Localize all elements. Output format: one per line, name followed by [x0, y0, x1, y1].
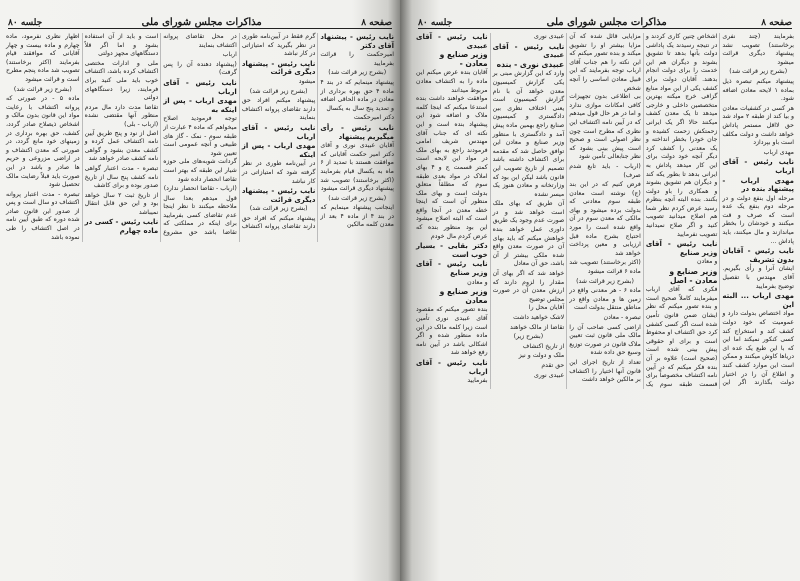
paragraph: توجه فرمودید اصلاح میخواهم که ماده ۴ عبارت از طبقه سوم - نمک - گاز های طبیعی و آنچه عمومی است تعیین شود — [163, 115, 237, 157]
speaker-heading: وزیر صنایع و معادن - اصل — [669, 267, 718, 285]
paragraph: بی اطلاعی بدون تجهیزات کافی امکانات موازی ندارد و اما در هر حال قول میدهم که در آیین نامه اکتشاف این نظری که مطرح است چون نظر اصولی است و صحیح است پیش بینی بشود که نظر جنابعالی تأمین شود — [569, 93, 641, 161]
paragraph: (اکثر برخاستند) تصویب شد ماده ۶ قرائت میشود — [569, 259, 641, 276]
paragraph: عبیدی نوری — [533, 33, 565, 40]
paragraph: ماده ۶ - هر معدنی واقع در زمین ها و معادن واقع در مناطق منتقل بدولت است — [569, 287, 641, 312]
speaker-line: مهدی ارباب - پس از اینکه — [241, 142, 316, 159]
text-column — [569, 93, 641, 358]
running-title: مذاکرات مجلس شورای ملی — [141, 17, 262, 28]
paragraph: بنده تصور میکنم که مقصود آقای عبیدی نوری تأمین است زیرا کلمه مالک در این ماده منظور شده و اگر اشکالی باشد در آیین نامه رفع خواهد شد — [416, 306, 488, 357]
paragraph: و معادن — [467, 278, 488, 286]
speaker-heading: وزیر صنایع و معادن — [439, 287, 488, 305]
paragraph: تقاضا از مالک خواهند — [509, 323, 565, 331]
paragraph: پیشنهاد مینمایم که در بند ۴ ماده ۴ حق بهره برداری از معادن در ماده الحاقی اضافه و تمدید پنج سال به یکسال — [320, 78, 394, 112]
paragraph: گردانت شوبه‌های ملی حوزه شیار این طبقه که بهتر است تقاضا انحصار داده شود — [163, 158, 237, 183]
paragraph: فکری که آقای ارباب میفرمایند کاملاً صحیح است و بنده تصور میکنم که نظر ایشان ضمن قانون تأمین شده است اگر کسی کشفی کرد حق اکتشاف او محفوظ است و برای او حقوقی پیش بینی شده است (صحیح است) علاوه بر آن بنده فکر میکنم که در آیین نامه اکتشاف مخصوصاً برای قسمت طبقه سوم یک مزایایی قائل شده که آن مزایا بیشتر او را تشویق میکند و بنده تصور میکنم که این نکته را هم جناب آقای ارباب توجه بفرمایند که این قبیل معادن اساسی را آنچه شخص — [569, 33, 718, 388]
paragraph: امیرحکمت را قرائت بفرمایید — [320, 51, 394, 67]
paragraph: خواهد شد که اگر بهای آن مقدار را لزوم دارند که ارزش معدن آن در صورت مجلس توضیح — [492, 270, 565, 303]
paragraph: ملی و ادارات مختصی اکتشاف کرده باشد، اکتشاف خوب باید ملی کنید برای فرمایند، زیرا دستگاههای دولتی — [84, 59, 159, 102]
text-columns — [6, 33, 394, 242]
paragraph: (ارباب - باید تابع شدم صرف) — [569, 162, 641, 179]
speaker-line: نایب رئیس - آقای وزیر صنایع — [645, 240, 718, 257]
paragraph: موافقت خواهند داشت بنده استدعا میکنم که اینجا کلمه ملاک و اضافه شود این پیشنهاد بنده است و این نکته ای که جناب آقای مهندس شریف امامی فرمودند راجع به بهای ملک در مواد این لایحه است کمتر قسمت ج و ۴ بهای املاک در مواد بعدی طبقه سوم که مطلقاً متعلق بدولت است و بهای ملک منظور آن است که اینجا خطه معدن در آنجا واقع است که البته اصلاح میشود این بود منظور بنده که عرض کردم مال خودم — [416, 95, 488, 240]
paragraph: بفرمایند (چند نفری برخاستند) تصویب نشد پیشنهاد دیگری قرائت میشود — [722, 33, 794, 66]
paragraph: آقایان محل را — [528, 304, 565, 312]
procedural-note: (بشرح زیر قرائت شد) — [729, 68, 788, 76]
paragraph: آن طریق که بهای ملک است خواهد شد و در صورت عدم وجود یک طریق داوری عمل خواهد بنده خواهش میکنم که باید بهای آن در صورت معدن واقع شده ملکی بیشتر از آن باشد، حق آن معادل — [492, 200, 565, 268]
procedural-note: (بشرح زیر قرائت شد) — [249, 87, 308, 95]
speaker-line: نایب رئیس - پیشنهاد آقای دکتر — [320, 33, 394, 50]
paragraph: لاشک خواهید داشت — [513, 314, 565, 321]
speaker-line: نایب رئیس - آقای ارباب — [416, 358, 488, 376]
paragraph: تبصره - مدت اعتبار گواهی نامه کشف پنج سال از تاریخ صدور بوده و برای کاشف — [84, 164, 159, 190]
speaker-line: نایب رئیس - آقایان بدون تشریف — [722, 247, 794, 264]
procedural-note: (بشرح زیر قرائت شد) — [13, 85, 72, 93]
speaker-line: مهدی ارباب - پس از اینکه به — [163, 97, 237, 114]
paragraph: پیشنهاد میکنم که افراد حق دارند تقاضای پروانه اکتشاف در محل تقاضای پروانه اکتشاف بنمایند — [163, 33, 316, 231]
speaker-line: نایب رئیس - آقای ارباب — [722, 158, 794, 175]
paragraph: عبیدی نوری — [533, 371, 565, 379]
paragraph: در آیین‌نامه طوری در نظر گرفته شود که امتیازاتی در کار نباشد — [241, 160, 316, 185]
speaker-line: نایب رئیس - آقای عبیدی — [416, 33, 488, 50]
paragraph: پیشنهاد میکنم افراد حق دارند تقاضای پروانه اکتشاف بنمایند — [241, 97, 316, 122]
paragraph: وارد که این گزارش مبنی بر یکی گزارش کمیسیون معدن خواهد آن با نام گزارش کمیسیون است یعنی اختلاف نظری بین دادگستری و کمیسیون صنایع راجع بهمین ماده پیش آمد و دادگستری با منظور وزیر صنایع و معادن این توافق حاصل شد که مقدمه برای اکتشاف داشته باشد تصمیم از تاریخ تصویب این قانون باشد لیکن این بود که وزارتخانه و معادن هنوز یک میسر نشده — [492, 70, 565, 198]
text-column — [242, 33, 316, 159]
procedural-note: (بشرح زیر قرائت شد) — [249, 205, 308, 213]
page-header — [418, 6, 792, 29]
paragraph: ارباب — [222, 51, 237, 59]
text-column — [416, 95, 488, 386]
speaker-line: نایب رئیس - پیشنهاد دیگری قرائت — [241, 187, 316, 204]
paragraph: فرض کنیم که در این بند (ج) نوشته است معادن طبقه سوم معادنی که بدولت برده میشود و بهای مالکی که معدن سوم در آن واقع شده است را مورد احتیاج بشرح ماده قبل ارزیابی و معین پرداخت خواهد شد — [569, 181, 641, 257]
speaker-line: مهدی ارباب - پیشنهاد بنده در — [722, 176, 794, 194]
paragraph: ملک و دولت و نیز — [518, 352, 565, 360]
paragraph: پیشنهاد میکنم تبصره ذیل بماده ۱ لایحه معادن اضافه شود. — [722, 77, 794, 103]
page-number: صفحه ۸ — [361, 18, 392, 28]
paragraph: دکتر امیرحکمت — [353, 114, 394, 122]
paragraph: از تاریخ ثبت ۲ سال خواهد بود و این حق قابل انتقال نمیباشد — [84, 191, 159, 216]
session-number: جلسه ۸۰ — [418, 18, 453, 28]
paragraph: تقاضا مدت دارد مال مردم منظور آنها مقتضی نشده (ارباب - بلی) — [84, 103, 159, 128]
speaker-line: نایب رئیس - کسی در ماده چهارم — [84, 218, 159, 236]
paragraph: اظهار نظری نفرمود، ماده چهارم و ماده بیست و چهار آقایانی که موافقند قیام بفرمایند (اکثر برخاستند) تصویب شد ماده پنجم مطرح است و قرائت میشود — [6, 33, 80, 83]
paragraph: آقایان عبیدی نوری و آقای دکتر امیر حکمت آقایانی که موافقت هستند با تمدید از ۶ ماه به یکسال قیام بفرمایند (اکثر برخاستند) تصویب شد پیشنهاد دیگری قرائت میشود — [320, 142, 394, 193]
paragraph: (پیشنهاد دهنده آن را پس گرفت) — [163, 60, 237, 77]
paragraph: مرحله اول بنفع دولت و در مرحله دوم بنفع یک عده است که صرف و قت میکنند و خودشان را بخطر میاندازند و مال میکنند، باید پاداش ... — [722, 194, 794, 245]
speaker-line: نایب رئیس - آقای عبیدی — [492, 42, 565, 60]
paragraph: هر کسی در کشفیات معادن و بیا کند از طبقه ۲ مواد شد حق لااقل مستمر پاداش خواهد داشت و دولت مکلف است باو بپردازد — [722, 104, 794, 147]
procedural-note: (بشرح زیر قرائت شد) — [328, 194, 387, 202]
paragraph: ماده ۵ - در صورتی که پروانه اکتشاف با رعایت مواد این قانون بدون مالک و اشخاص ذیصلاح صادر گردد، کشف، حق بهره برداری در زمینهای خود مانع گردد، در صورتی که معدن اکتشاف و در اراضی مزروعی و حریم ها صادر و باشد در این صورت باید قبلاً رضایت مالک تحصیل شود — [6, 95, 80, 189]
paragraph: اصل از نود و پنج طریق آیین نامه اکتشاف عمل کرده و کشف معدن بشود و گواهی نامه کشف صادر خواهد شد — [84, 129, 159, 163]
right-page — [400, 0, 800, 581]
speaker-line: نایب رئیس - آقای ارباب — [163, 78, 237, 96]
paragraph: اینجانب پیشنهاد مینمایم که در بند ۴ از ماده ۴ بعد از معدن کلمه مالکین — [320, 204, 394, 229]
paragraph: تبصره - معادن — [603, 314, 641, 321]
paragraph: قول میدهم بعدا سال ملاحظه میکنند تا نظر اینجا عدم تقاضای کسی بفرمایید برای اینکه در مملکتی که تقاضا باشد حق مشروع است و باید از آن استفاده بشود و اما اگر قلاً دستگاههای مجهز دولتی — [84, 33, 237, 237]
page-header — [8, 6, 392, 29]
paragraph: و معادن — [696, 258, 718, 266]
speaker-line: نایب رئیس - رأی میگیریم پیشنهاد — [320, 123, 394, 141]
paragraph: بفرمایید — [467, 377, 488, 385]
paragraph: مواد اختصاص بدولت دارد و عمومیت که خود دولت کشف کند و استخراج کند کسی کنکور نمیکند اما این که با این طبع یک عده ای دریاها کاوش میکنند و ممکن است این موارد کشف کنند و اطلاع آن را در اختیار دولت بگذارند اگر این اشخاص چنین کاری کردند و در نتیجه رسیدند یک پاداشی دولت بآنها بدهد تا تشویق بشوند و دیگران هم این خدمت را برای دولت انجام بدهند. آقایان دولت برای کشف یکی از این مواد منابع گزافی خرج میکنه بهترین متخصصین داخلی و خارجی میدهد تا یک معدن کشف میکنند حالا اگر یک ایرانی زحمتکش زحمت کشیده و جان خودرا بخطر انداخته و یک معدنی را کشف کرد دیگر آنچه خود دولت برای این کار میدهد پاداش به ایرانی بدهد تا بطور یکه کند و دیگران هم تشویق بشوند و همکاری را باو دولت بکنند. بنده البته آنچه بنظرم رسید عرض کردم نظر شما هم اصلاح میدانید تصویب کنید و اگر صلاح نمیدانید تصویب نفرمایید — [645, 33, 794, 387]
paragraph: گرم فقط در آیین‌نامه طوری در نظر بگیرید که امتیازاتی در کار نباشد — [241, 33, 316, 58]
procedural-note: (بشرح زیر) — [513, 333, 544, 341]
paragraph: مهدی ارباب — [763, 148, 794, 156]
text-columns — [416, 33, 794, 389]
paragraph: اراضی کسی صاحب آن را مالک ملی قانون ثبت تعیین ملاک قانون در صورت توزیع وسیع حق داده شده — [569, 323, 641, 357]
paragraph: از تاریخ اکتشاف — [522, 342, 565, 350]
speaker-line: نایب رئیس - آقای ارباب — [241, 123, 316, 141]
paragraph: حق تقدم — [541, 361, 565, 369]
page-number: صفحه ۸ — [761, 18, 792, 28]
paragraph: تعداد از تاریخ اجرای این قانون آنها اختیار را اکتشاف بر مالکین خواهد داشت — [569, 358, 641, 384]
procedural-note: (بشرح زیر قرائت شد) — [576, 277, 634, 285]
paragraph: تبصره - مدت اعتبار پروانه اکتشاف دو سال است و پس از صدور این قانون صادر شده دوره که طبق آیین نامه در اصل اکتشاف را طی نموده باشد — [6, 190, 80, 241]
text-column — [320, 33, 394, 230]
speaker-line: دکتر بقایی - بسیار خوب است — [416, 242, 488, 259]
paragraph: آقایان بنده عرض میکنم این ماده را به اکتشاف معادن مربوط میدانند — [416, 69, 488, 94]
paragraph: میشود — [298, 77, 316, 85]
speaker-heading: عبیدی نوری - بنده — [496, 59, 565, 69]
paragraph: ایشان آنرا و رأی بگیریم. آقای مهندس با تفصیل توضیح بفرمایید — [722, 265, 794, 290]
session-number: جلسه ۸۰ — [8, 18, 43, 28]
procedural-note: (بشرح زیر قرائت شد) — [328, 69, 387, 77]
speaker-line: مهدی ارباب ... البته این — [722, 292, 794, 309]
speaker-line: نایب رئیس - پیشنهاد دیگری قرائت — [241, 59, 316, 77]
speaker-line: نایب رئیس - آقای وزیر صنایع — [416, 260, 488, 278]
speaker-heading: وزیر صنایع و معادن - — [439, 50, 488, 68]
paragraph: (ارباب - تقاضا انحصار ندارد) — [163, 185, 237, 193]
running-title: مذاکرات مجلس شورای ملی — [546, 17, 667, 28]
